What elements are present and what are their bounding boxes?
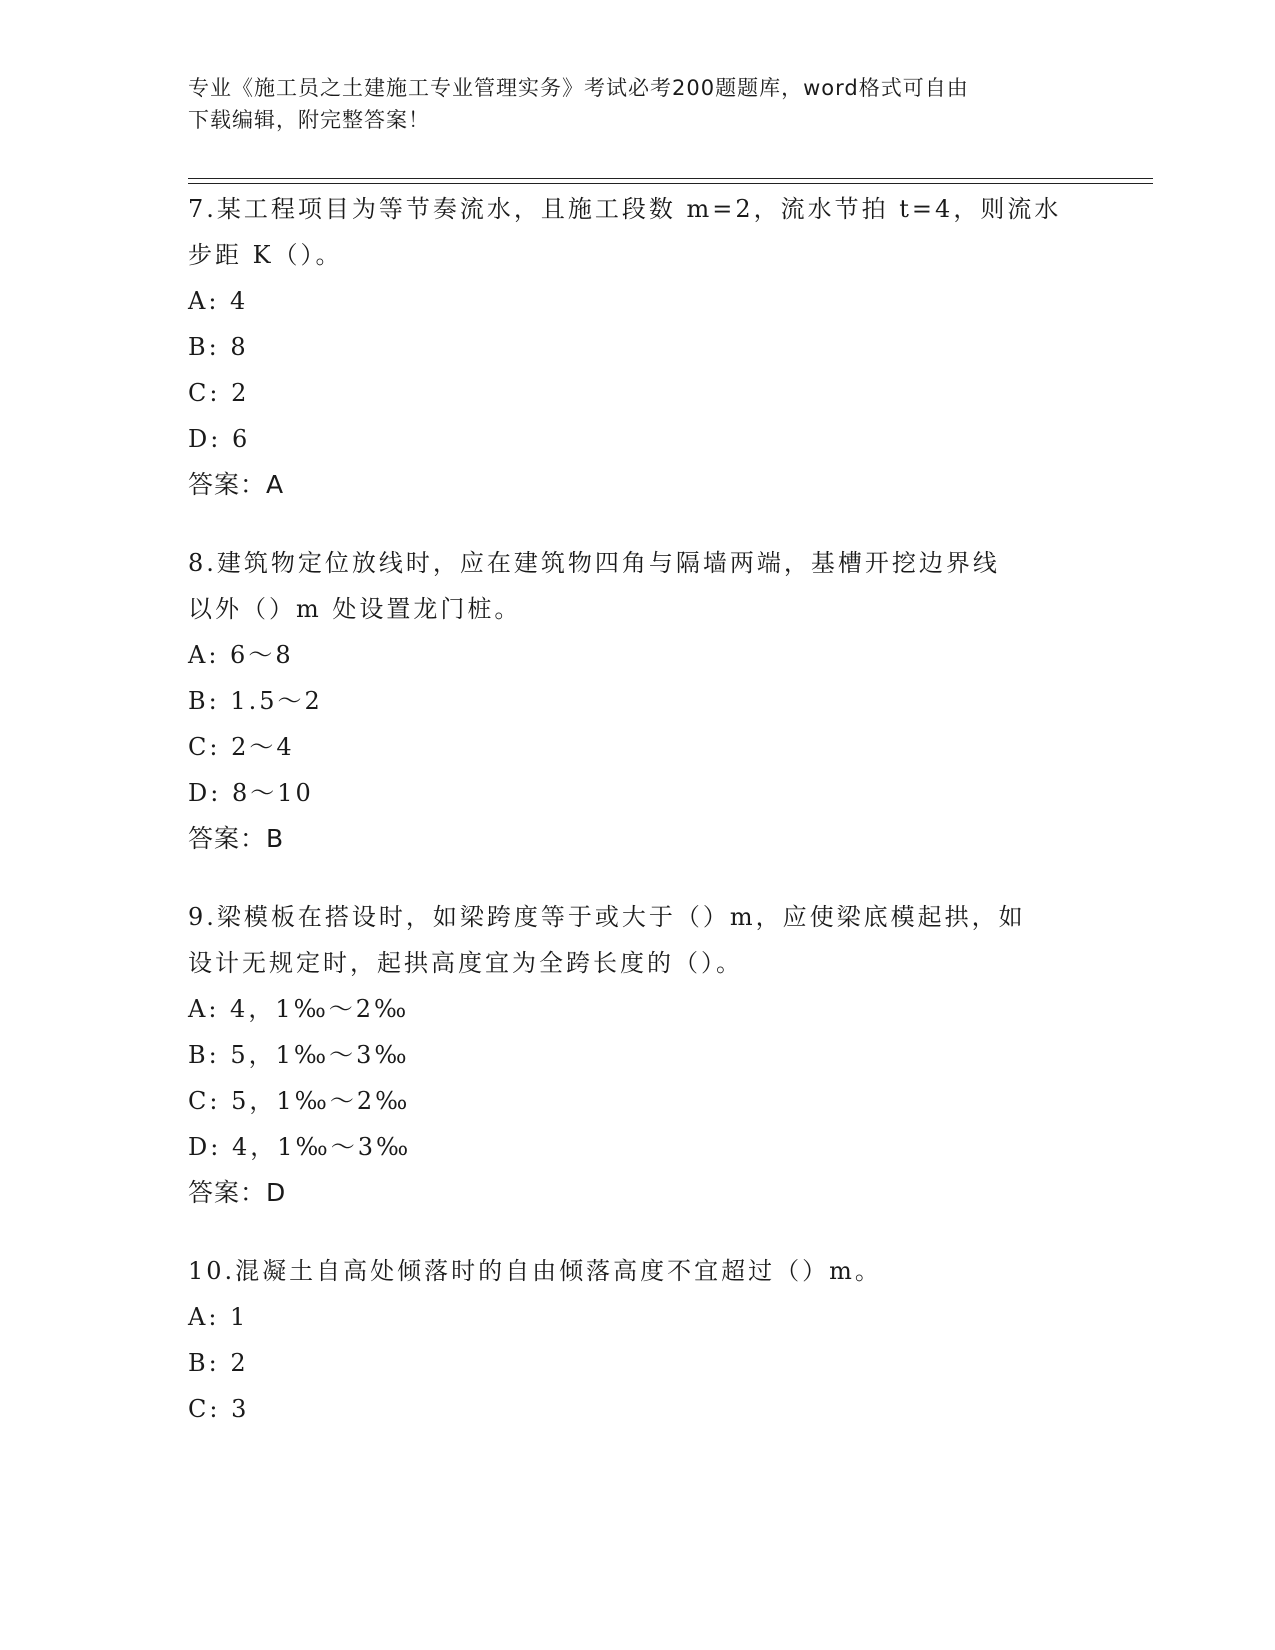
option-b: B: 5，1‰～3‰: [188, 1041, 410, 1069]
question-7: [188, 186, 1088, 508]
answer-line: 答案：D: [188, 1178, 287, 1207]
question-list: [188, 186, 1088, 1464]
question-stem: 8.建筑物定位放线时，应在建筑物四角与隔墙两端，基槽开挖边界线: [188, 549, 1000, 577]
header-line-2: 下载编辑，附完整答案！: [188, 108, 430, 132]
option-a: A: 6～8: [188, 641, 294, 669]
option-a: A: 4，1‰～2‰: [188, 995, 410, 1023]
header-divider-top: [188, 178, 1153, 179]
header-divider-bottom: [188, 183, 1153, 184]
option-b: B: 8: [188, 333, 249, 361]
option-b: B: 1.5～2: [188, 687, 323, 715]
question-stem: 7.某工程项目为等节奏流水，且施工段数 m=2，流水节拍 t=4，则流水: [188, 195, 1062, 223]
question-8: [188, 540, 1088, 862]
document-header: [188, 72, 1088, 136]
option-c: C: 2: [188, 379, 250, 407]
question-stem: 9.梁模板在搭设时，如梁跨度等于或大于（）m，应使梁底模起拱，如: [188, 903, 1026, 931]
option-c: C: 5，1‰～2‰: [188, 1087, 411, 1115]
option-d: D: 8～10: [188, 779, 314, 807]
option-b: B: 2: [188, 1349, 249, 1377]
option-d: D: 6: [188, 425, 251, 453]
question-9: [188, 894, 1088, 1216]
answer-line: 答案：B: [188, 824, 285, 853]
option-a: A: 4: [188, 287, 249, 315]
option-d: D: 4，1‰～3‰: [188, 1133, 412, 1161]
question-10: [188, 1248, 1088, 1432]
option-a: A: 1: [188, 1303, 249, 1331]
question-stem: 10.混凝土自高处倾落时的自由倾落高度不宜超过（）m。: [188, 1257, 882, 1285]
option-c: C: 2～4: [188, 733, 295, 761]
option-c: C: 3: [188, 1395, 250, 1423]
answer-line: 答案：A: [188, 470, 285, 499]
question-stem: 设计无规定时，起拱高度宜为全跨长度的（）。: [188, 949, 743, 977]
question-stem: 步距 K（）。: [188, 241, 343, 269]
question-stem: 以外（）m 处设置龙门桩。: [188, 595, 522, 623]
header-line-1: 专业《施工员之土建施工专业管理实务》考试必考200题题库，word格式可自由: [188, 76, 969, 100]
